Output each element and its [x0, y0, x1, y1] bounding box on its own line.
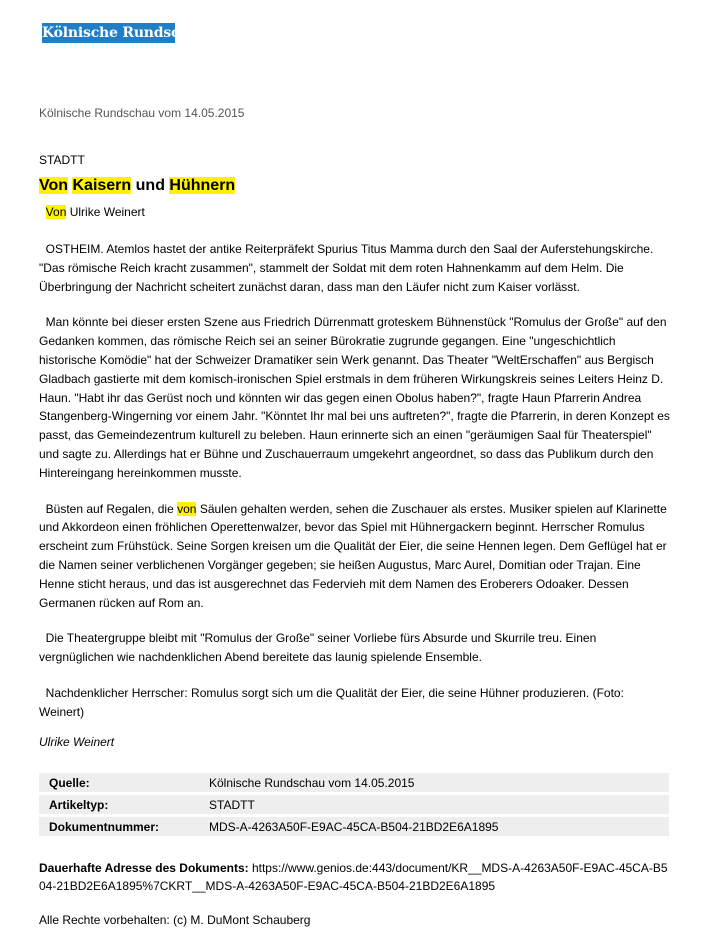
title-word-von: Von: [39, 177, 69, 194]
meta-source-value: Kölnische Rundschau vom 14.05.2015: [199, 773, 669, 792]
permalink-label: Dauerhafte Adresse des Dokuments:: [39, 861, 249, 875]
source-line: Kölnische Rundschau vom 14.05.2015: [39, 106, 245, 120]
byline-prefix: Von: [45, 205, 67, 219]
photo-caption: [39, 684, 671, 722]
article-title: [39, 177, 235, 195]
byline: [39, 205, 145, 219]
meta-row-source: [39, 773, 669, 792]
meta-type-value: STADTT: [199, 795, 669, 814]
paragraph-2: [39, 313, 671, 482]
byline-author: Ulrike Weinert: [69, 205, 145, 219]
copyright-notice: Alle Rechte vorbehalten: (c) M. DuMont Schauberg: [39, 913, 311, 927]
photo-caption-text: Nachdenklicher Herrscher: Romulus sorgt sich um die Qualität der Eier, die seine Hühner produzieren. (Foto: Weinert): [39, 685, 624, 719]
paragraph-2-text: Man könnte bei dieser ersten Szene aus Friedrich Dürrenmatt groteskem Bühnenstück "Romulus der Große" auf den Gedanken kommen, das römische Reich sei an seiner Bürokratie zugrunde gegangen. Eine "ungeschichtlich historische Komödie" hat der Schweizer Dramatiker sein Werk genannt. Das Theater "WeltErschaffen" aus Bergisch Gladbach gastierte mit dem komisch-ironischen Spiel erstmals in dem früheren Wirkungskreis seines Leiters Heinz D. Haun. "Habt ihr das Gerüst noch und könnten wir das gegen einen Obolus haben?", fragte Haun Pfarrerin Andrea Stangenberg-Wingerning vor einem Jahr. "Könntet Ihr mal bei uns auftreten?", fragte die Pfarrerin, in deren Konzept es passt, das Gemeindezentrum kulturell zu beleben. Haun erinnerte sich an einen "geräumigen Saal für Theaterspiel" und sagte zu. Allerdings hat er Bühne und Zuschauerraum umgekehrt angeordnet, so dass das Publikum durch den Hintereingang hereinkommen musste.: [39, 315, 670, 480]
paragraph-3-text-after: Säulen gehalten werden, sehen die Zuschauer als erstes. Musiker spielen auf Klarinette und Akkordeon einen fröhlichen Operettenwalzer, bevor das Spiel mit Hühnergackern beginnt. Herrscher Romulus erscheint zum Frühstück. Seine Sorgen kreisen um die Qualität der Eier, die seine Hennen legen. Dem Geflügel hat er die Namen seiner verblichenen Vorgänger gegeben; sie heißen Augustus, Marc Aurel, Domitian oder Trajan. Eine Henne sticht heraus, und das ist ausgerechnet das Federvieh mit dem Namen des Eroberers Odoaker. Dessen Germanen rücken auf Rom an.: [39, 501, 667, 610]
paragraph-1: [39, 240, 671, 296]
meta-docnum-value: MDS-A-4263A50F-E9AC-45CA-B504-21BD2E6A1895: [199, 817, 669, 836]
paragraph-3-text-before: Büsten auf Regalen, die: [45, 501, 174, 516]
paragraph-3: [39, 500, 671, 613]
section-label: STADTT: [39, 153, 85, 167]
permalink: [39, 859, 669, 895]
title-word-huehnern: Hühnern: [169, 177, 236, 194]
newspaper-logo: Kölnische Rundschau: [42, 25, 209, 41]
meta-row-type: [39, 795, 669, 814]
meta-type-label: Artikeltyp:: [39, 795, 199, 814]
paragraph-3-highlight: von: [177, 501, 197, 516]
paragraph-1-text: OSTHEIM. Atemlos hastet der antike Reiterpräfekt Spurius Titus Mamma durch den Saal der Auferstehungskirche. "Das römische Reich kracht zusammen", stammelt der Soldat mit dem roten Hahnenkamm auf dem Helm. Die Überbringung der Nachricht scheitert zunächst daran, dass man den Läufer nicht zum Kaiser vorlässt.: [39, 242, 654, 294]
author-signature: Ulrike Weinert: [39, 735, 115, 749]
meta-source-label: Quelle:: [39, 773, 199, 792]
meta-row-docnum: [39, 817, 669, 836]
article-body: [39, 240, 671, 739]
meta-docnum-label: Dokumentnummer:: [39, 817, 199, 836]
paragraph-4-text: Die Theatergruppe bleibt mit "Romulus der Große" seiner Vorliebe fürs Absurde und Skurrile treu. Einen vergnüglichen wie nachdenklichen Abend bereitete das launig spielende Ensemble.: [39, 631, 597, 665]
title-word-kaisern: Kaisern: [72, 177, 132, 194]
document-meta-table: [39, 770, 669, 839]
permalink-url[interactable]: https://www.genios.de:443/document/KR__MDS-A-4263A50F-E9AC-45CA-B504-21BD2E6A1895%7CKRT__MDS-A-4263A50F-E9AC-45CA-B504-21BD2E6A1895: [39, 861, 668, 893]
paragraph-4: [39, 629, 671, 667]
title-word-und: und: [135, 177, 165, 194]
